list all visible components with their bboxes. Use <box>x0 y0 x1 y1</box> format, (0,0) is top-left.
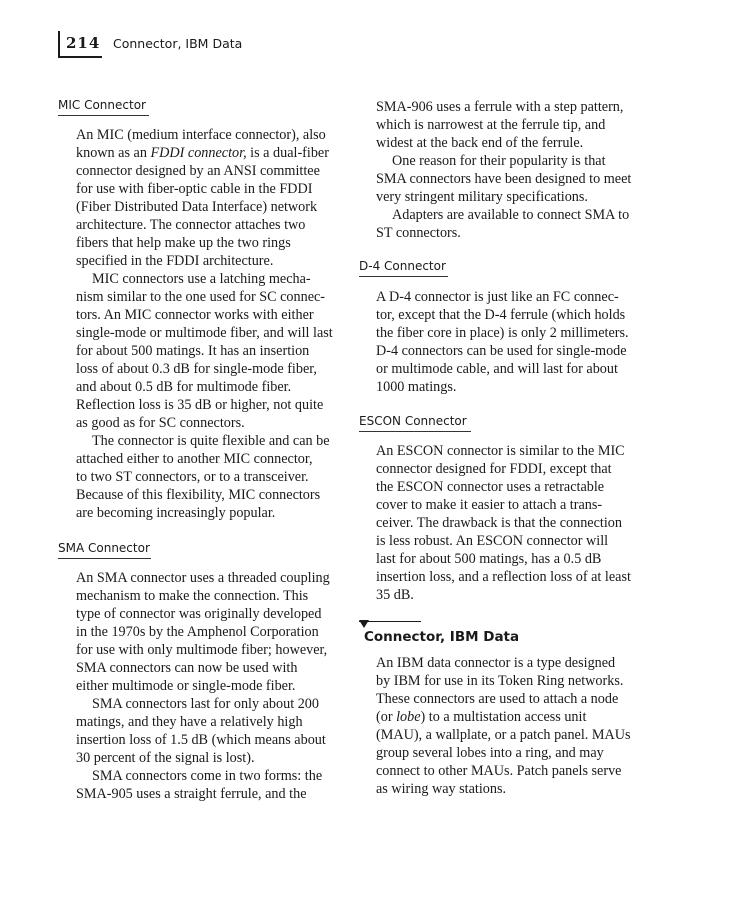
text-line: loss of about 0.3 dB for single-mode fiber, <box>76 361 317 377</box>
heading-sma-connector: SMA Connector <box>58 541 150 559</box>
text-line: known as an FDDI connector, is a dual-fiber <box>76 145 329 161</box>
term-fddi-connector: FDDI connector, <box>150 145 247 161</box>
text-line: widest at the back end of the ferrule. <box>376 135 584 151</box>
text-line: type of connector was originally developed <box>76 606 322 622</box>
text-line: SMA-905 uses a straight ferrule, and the <box>76 786 307 802</box>
ibm-paragraph-1 <box>376 654 631 798</box>
mic-paragraph-3 <box>76 432 330 522</box>
text-line: or multimode cable, and will last for about <box>376 361 618 377</box>
text-line: attached either to another MIC connector, <box>76 451 313 467</box>
text-line: for use with fiber-optic cable in the FDDI <box>76 181 313 197</box>
heading-sma-rule <box>58 558 151 559</box>
text-line: mechanism to make the connection. This <box>76 588 309 604</box>
text-line: very stringent military specifications. <box>376 189 588 205</box>
text-line: connector designed by an ANSI committee <box>76 163 320 179</box>
text-line: (Fiber Distributed Data Interface) network <box>76 199 318 215</box>
text-line: MIC connectors use a latching mecha- <box>92 271 311 287</box>
entry-marker-triangle-icon <box>359 620 369 628</box>
text-line: in the 1970s by the Amphenol Corporation <box>76 624 319 640</box>
heading-d4-rule <box>359 276 448 277</box>
text-line: An IBM data connector is a type designed <box>376 655 616 671</box>
text-line: Reflection loss is 35 dB or higher, not quite <box>76 397 324 413</box>
heading-mic-connector: MIC Connector <box>58 98 146 116</box>
text-line: which is narrowest at the ferrule tip, and <box>376 117 606 133</box>
running-head-rule-horizontal <box>58 56 102 58</box>
text-line: An SMA connector uses a threaded coupling <box>76 570 330 586</box>
running-title: Connector, IBM Data <box>113 36 243 51</box>
text-line: Adapters are available to connect SMA to <box>392 207 630 223</box>
text-line: SMA connectors last for only about 200 <box>92 696 319 712</box>
text-line: SMA connectors come in two forms: the <box>92 768 323 784</box>
text-line: insertion loss, and a reflection loss of at least <box>376 569 631 585</box>
text-line: (or lobe) to a multistation access unit <box>376 709 587 725</box>
sma-paragraph-1 <box>76 569 330 695</box>
text-line: is less robust. An ESCON connector will <box>376 533 609 549</box>
text-line: last for about 500 matings, has a 0.5 dB <box>376 551 602 567</box>
text-line: 30 percent of the signal is lost). <box>76 750 255 766</box>
text-line: ceiver. The drawback is that the connection <box>376 515 622 531</box>
text-line: group several lobes into a ring, and may <box>376 745 604 761</box>
sma-paragraph-2 <box>76 695 326 767</box>
sma-continued-paragraph-3 <box>376 206 629 242</box>
d4-paragraph-1 <box>376 288 629 396</box>
page-number: 214 <box>66 34 101 52</box>
heading-mic-rule <box>58 115 149 116</box>
sma-continued-paragraph-2 <box>376 152 631 206</box>
text-line: SMA connectors have been designed to meet <box>376 171 632 187</box>
text-line: ST connectors. <box>376 225 461 241</box>
term-lobe: lobe <box>396 709 421 725</box>
entry-title-connector-ibm-data: Connector, IBM Data <box>364 629 520 645</box>
text-line: connector designed for FDDI, except that <box>376 461 612 477</box>
text-line: for use with only multimode fiber; however, <box>76 642 328 658</box>
text-line: nism similar to the one used for SC connec- <box>76 289 326 305</box>
mic-paragraph-1 <box>76 126 329 270</box>
text-line: as good as for SC connectors. <box>76 415 245 431</box>
text-line: SMA connectors can now be used with <box>76 660 298 676</box>
text-line: An MIC (medium interface connector), also <box>76 127 326 143</box>
text-line: tor, except that the D-4 ferrule (which holds <box>376 307 626 323</box>
text-line: are becoming increasingly popular. <box>76 505 276 521</box>
text-line: The connector is quite flexible and can be <box>92 433 330 449</box>
text-line: connect to other MAUs. Patch panels serve <box>376 763 622 779</box>
text-line: Because of this flexibility, MIC connectors <box>76 487 321 503</box>
text-line: cover to make it easier to attach a trans- <box>376 497 603 513</box>
text-line: and about 0.5 dB for multimode fiber. <box>76 379 292 395</box>
heading-escon-connector: ESCON Connector <box>359 414 467 432</box>
text-line: matings, and they have a relatively high <box>76 714 303 730</box>
sma-paragraph-3 <box>76 767 322 803</box>
text-line: by IBM for use in its Token Ring networks. <box>376 673 624 689</box>
escon-paragraph-1 <box>376 442 631 604</box>
text-line: D-4 connectors can be used for single-mode <box>376 343 627 359</box>
text-line: A D-4 connector is just like an FC connec- <box>376 289 619 305</box>
heading-d4-connector: D-4 Connector <box>359 259 446 277</box>
heading-escon-rule <box>359 431 471 432</box>
text-line: specified in the FDDI architecture. <box>76 253 274 269</box>
text-line: the ESCON connector uses a retractable <box>376 479 605 495</box>
text-line: single-mode or multimode fiber, and will last <box>76 325 333 341</box>
text-line: as wiring way stations. <box>376 781 507 797</box>
text-line: SMA-906 uses a ferrule with a step pattern, <box>376 99 624 115</box>
text-line: (MAU), a wallplate, or a patch panel. MAUs <box>376 727 631 743</box>
text-line: architecture. The connector attaches two <box>76 217 306 233</box>
text-line: to two ST connectors, or to a transceiver. <box>76 469 309 485</box>
text-line: 1000 matings. <box>376 379 457 395</box>
text-line: the fiber core in place) is only 2 millimeters. <box>376 325 629 341</box>
text-line: insertion loss of 1.5 dB (which means about <box>76 732 326 748</box>
text-line: An ESCON connector is similar to the MIC <box>376 443 625 459</box>
text-line: either multimode or single-mode fiber. <box>76 678 296 694</box>
text-line: fibers that help make up the two rings <box>76 235 291 251</box>
text-line: One reason for their popularity is that <box>392 153 606 169</box>
text-line: These connectors are used to attach a node <box>376 691 619 707</box>
text-line: for about 500 matings. It has an insertion <box>76 343 310 359</box>
sma-continued-paragraph-1 <box>376 98 623 152</box>
text-line: 35 dB. <box>376 587 414 603</box>
mic-paragraph-2 <box>76 270 333 432</box>
running-head-rule-vertical <box>58 31 60 57</box>
text-line: tors. An MIC connector works with either <box>76 307 314 323</box>
